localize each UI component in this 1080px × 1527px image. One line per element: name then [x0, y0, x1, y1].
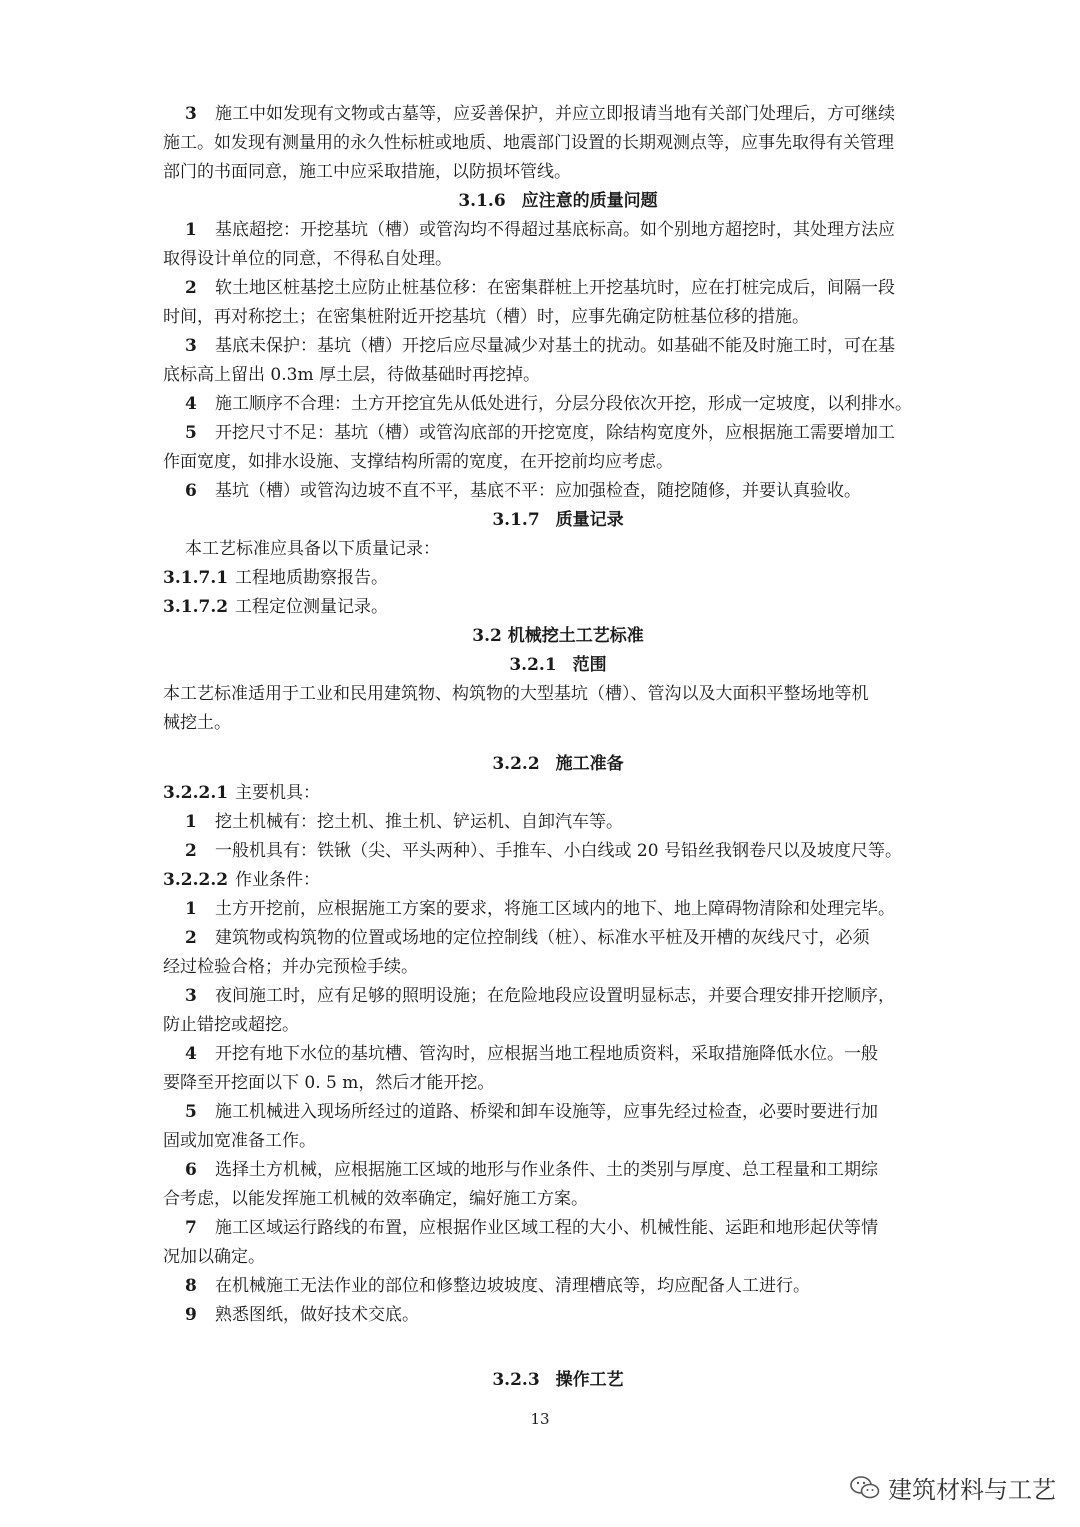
list-item: 3 基底未保护：基坑（槽）开挖后应尽量减少对基土的扰动。如基础不能及时施工时，可在基 底标高上留出 0.3m 厚土层，待做基础时再挖掉。 — [163, 336, 895, 385]
paragraph-line: 施工中如发现有文物或古墓等，应妥善保护，并应立即报请当地有关部门处理后，方可继续 — [215, 104, 895, 124]
paragraph-3 — [163, 100, 953, 187]
paragraph-line: 本工艺标准适用于工业和民用建筑物、构筑物的大型基坑（槽）、管沟以及大面积平整场地等机 — [163, 684, 869, 704]
wechat-icon — [850, 1475, 880, 1501]
list-item: 4 开挖有地下水位的基坑槽、管沟时，应根据当地工程地质资料，采取措施降低水位。一般 要降至开挖面以下 0. 5 m，然后才能开挖。 — [163, 1044, 878, 1093]
section-intro: 本工艺标准应具备以下质量记录： — [185, 539, 440, 559]
list-item: 5 施工机械进入现场所经过的道路、桥梁和卸车设施等，应事先经过检查，必要时要进行加 固或加宽准备工作。 — [163, 1102, 878, 1151]
page-number: 13 — [530, 1410, 550, 1428]
watermark — [850, 1470, 1056, 1505]
list-item: 6 选择土方机械，应根据施工区域的地形与作业条件、土的类别与厚度、总工程量和工期综 合考虑，以能发挥施工机械的效率确定，编好施工方案。 — [163, 1160, 878, 1209]
watermark-text: 建筑材料与工艺 — [888, 1476, 1056, 1504]
list-item: 3 夜间施工时，应有足够的照明设施；在危险地段应设置明显标志，并要合理安排开挖顺序， 防止错挖或超挖。 — [163, 986, 895, 1035]
paragraph-number: 3 — [185, 104, 197, 124]
section-heading-3-2-1: 3.2.1 范围 — [509, 655, 607, 675]
list-item: 8 在机械施工无法作业的部位和修整边坡坡度、清理槽底等，均应配备人工进行。 — [185, 1276, 810, 1296]
list-item: 2 一般机具有：铁锹（尖、平头两种）、手推车、小白线或 20 号铅丝我钢卷尺以及坡度尺等。 — [185, 841, 902, 861]
paragraph-line: 械挖土。 — [163, 713, 231, 733]
list-item: 1 挖土机械有：挖土机、推土机、铲运机、自卸汽车等。 — [185, 812, 623, 832]
list-item: 1 基底超挖：开挖基坑（槽）或管沟均不得超过基底标高。如个别地方超挖时，其处理方法应 取得设计单位的同意，不得私自处理。 — [163, 220, 895, 269]
list-item: 2 软土地区桩基挖土应防止桩基位移：在密集群桩上开挖基坑时，应在打桩完成后，间隔一段 时间，再对称挖土；在密集桩附近开挖基坑（槽）时，应事先确定防桩基位移的措施。 — [163, 278, 895, 327]
list-item: 1 土方开挖前，应根据施工方案的要求，将施工区域内的地下、地上障碍物清除和处理完毕。 — [185, 899, 895, 919]
section-heading-3-2-2: 3.2.2 施工准备 — [492, 754, 624, 774]
document-body — [163, 100, 953, 1395]
list-item: 5 开挖尺寸不足：基坑（槽）或管沟底部的开挖宽度，除结构宽度外，应根据施工需要增加工 作面宽度，如排水设施、支撑结构所需的宽度，在开挖前均应考虑。 — [163, 423, 895, 472]
subsection-heading: 3.2.2.2 作业条件： — [163, 870, 320, 890]
section-heading-3-1-6: 3.1.6 应注意的质量问题 — [458, 191, 658, 211]
record-item: 3.1.7.1 工程地质勘察报告。 — [163, 568, 388, 588]
list-item: 4 施工顺序不合理：土方开挖宜先从低处进行，分层分段依次开挖，形成一定坡度，以利排水。 — [185, 394, 912, 414]
section-heading-3-2-3: 3.2.3 操作工艺 — [492, 1370, 624, 1390]
subsection-heading: 3.2.2.1 主要机具： — [163, 783, 320, 803]
list-item: 7 施工区域运行路线的布置，应根据作业区域工程的大小、机械性能、运距和地形起伏等情 况加以确定。 — [163, 1218, 878, 1267]
paragraph-line: 施工。如发现有测量用的永久性标桩或地质、地震部门设置的长期观测点等，应事先取得有关管理 — [163, 133, 894, 153]
section-heading-3-1-7: 3.1.7 质量记录 — [492, 510, 624, 530]
paragraph-line: 部门的书面同意，施工中应采取措施，以防损坏管线。 — [163, 162, 571, 182]
list-item: 6 基坑（槽）或管沟边坡不直不平，基底不平：应加强检查，随挖随修，并要认真验收。 — [185, 481, 861, 501]
list-item: 9 熟悉图纸，做好技术交底。 — [185, 1305, 419, 1325]
section-heading-3-2: 3.2 机械挖土工艺标准 — [472, 626, 644, 646]
record-item: 3.1.7.2 工程定位测量记录。 — [163, 597, 388, 617]
section-3-1-6-items — [163, 216, 953, 506]
list-item: 2 建筑物或构筑物的位置或场地的定位控制线（桩）、标准水平桩及开槽的灰线尺寸，必须 经过检验合格；并办完预检手续。 — [163, 928, 870, 977]
